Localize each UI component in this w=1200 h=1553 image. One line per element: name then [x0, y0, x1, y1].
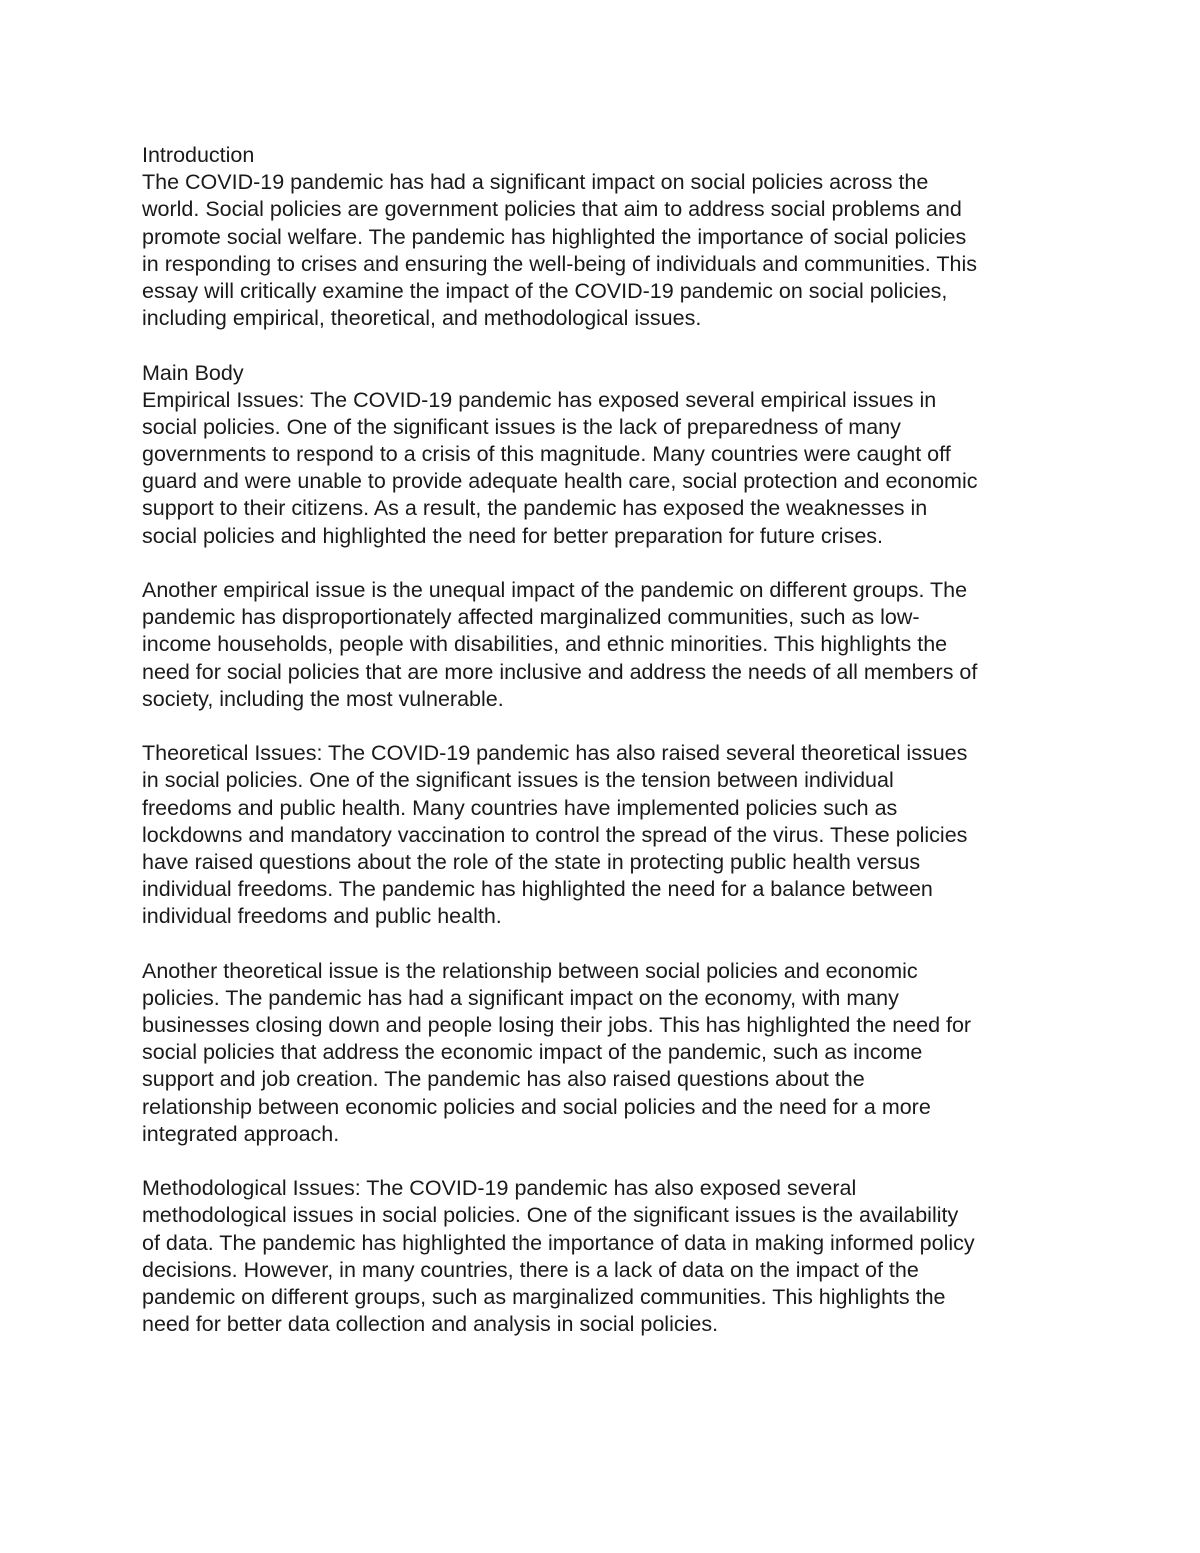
text-line: in responding to crises and ensuring the well-being of individuals and communities. This: [142, 251, 977, 276]
text-line: Empirical Issues: The COVID-19 pandemic has exposed several empirical issues in: [142, 387, 937, 412]
text-line: essay will critically examine the impact of the COVID-19 pandemic on social policies,: [142, 278, 948, 303]
empirical-paragraph-1: [142, 387, 1072, 550]
main-body-heading: [142, 360, 1072, 387]
main-body-heading-text: Main Body: [142, 360, 244, 385]
text-line: integrated approach.: [142, 1121, 340, 1146]
paragraph-spacer: [142, 332, 1072, 359]
intro-heading-text: Introduction: [142, 143, 255, 167]
text-line: society, including the most vulnerable.: [142, 686, 504, 711]
text-line: world. Social policies are government policies that aim to address social problems and: [142, 197, 962, 222]
text-line: need for social policies that are more inclusive and address the needs of all members of: [142, 659, 978, 684]
intro-paragraph: [142, 169, 1072, 332]
paragraph-spacer: [142, 550, 1072, 577]
text-line: individual freedoms and public health.: [142, 904, 502, 929]
text-line: support and job creation. The pandemic has also raised questions about the: [142, 1067, 865, 1092]
text-line: income households, people with disabilities, and ethnic minorities. This highlights the: [142, 632, 948, 657]
text-line: freedoms and public health. Many countries have implemented policies such as: [142, 795, 898, 820]
paragraph-spacer: [142, 713, 1072, 740]
text-line: Theoretical Issues: The COVID-19 pandemic has also raised several theoretical issues: [142, 741, 968, 766]
text-line: social policies that address the economic impact of the pandemic, such as income: [142, 1040, 923, 1065]
methodological-paragraph: [142, 1175, 1072, 1338]
text-line: lockdowns and mandatory vaccination to control the spread of the virus. These policies: [142, 822, 968, 847]
text-line: methodological issues in social policies. One of the significant issues is the availability: [142, 1203, 959, 1228]
text-line: support to their citizens. As a result, the pandemic has exposed the weaknesses in: [142, 496, 928, 521]
text-line: of data. The pandemic has highlighted the importance of data in making informed policy: [142, 1230, 975, 1255]
text-line: in social policies. One of the significant issues is the tension between individual: [142, 768, 894, 793]
text-line: including empirical, theoretical, and methodological issues.: [142, 306, 702, 331]
intro-heading: [142, 142, 1072, 169]
text-line: relationship between economic policies and social policies and the need for a more: [142, 1094, 931, 1119]
theoretical-paragraph-1: [142, 740, 1072, 930]
document-body: [142, 142, 1072, 1338]
text-line: promote social welfare. The pandemic has highlighted the importance of social policies: [142, 224, 967, 249]
text-line: individual freedoms. The pandemic has highlighted the need for a balance between: [142, 877, 933, 902]
text-line: pandemic has disproportionately affected marginalized communities, such as low-: [142, 605, 920, 630]
text-line: governments to respond to a crisis of this magnitude. Many countries were caught off: [142, 442, 951, 467]
text-line: The COVID-19 pandemic has had a significant impact on social policies across the: [142, 170, 929, 195]
empirical-paragraph-2: [142, 577, 1072, 713]
paragraph-spacer: [142, 930, 1072, 957]
text-line: social policies. One of the significant issues is the lack of preparedness of many: [142, 414, 901, 439]
text-line: policies. The pandemic has had a significant impact on the economy, with many: [142, 985, 899, 1010]
text-line: Another empirical issue is the unequal impact of the pandemic on different groups. The: [142, 578, 968, 602]
theoretical-paragraph-2: [142, 958, 1072, 1148]
text-line: businesses closing down and people losing their jobs. This has highlighted the need for: [142, 1013, 972, 1037]
text-line: need for better data collection and analysis in social policies.: [142, 1312, 719, 1337]
text-line: Another theoretical issue is the relationship between social policies and economic: [142, 958, 918, 983]
text-line: decisions. However, in many countries, there is a lack of data on the impact of the: [142, 1257, 919, 1282]
text-line: guard and were unable to provide adequate health care, social protection and economic: [142, 469, 978, 494]
text-line: pandemic on different groups, such as marginalized communities. This highlights the: [142, 1284, 946, 1309]
text-line: have raised questions about the role of the state in protecting public health versus: [142, 849, 921, 874]
text-line: social policies and highlighted the need for better preparation for future crises.: [142, 523, 883, 548]
text-line: Methodological Issues: The COVID-19 pandemic has also exposed several: [142, 1176, 857, 1201]
paragraph-spacer: [142, 1148, 1072, 1175]
